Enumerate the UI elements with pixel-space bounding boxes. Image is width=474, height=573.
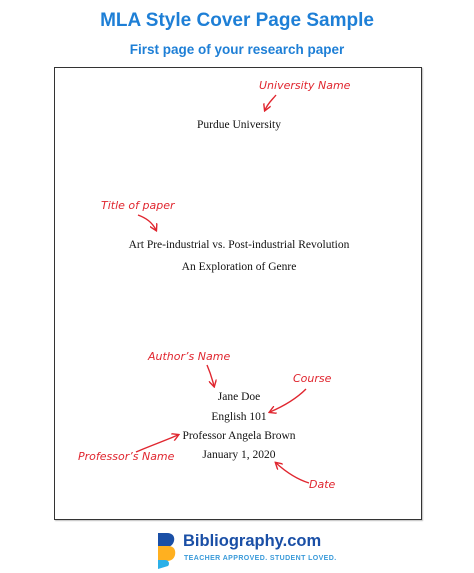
annotation-professors-name: Professor’s Name: [78, 450, 175, 463]
bibliography-logo-icon: [156, 533, 176, 569]
paper-title-line-2: An Exploration of Genre: [181, 261, 297, 273]
arrow-course: [270, 389, 306, 412]
page-subtitle: First page of your research paper: [129, 42, 345, 57]
arrow-date: [276, 463, 309, 483]
date-text: January 1, 2020: [202, 449, 276, 461]
annotation-title-of-paper: Title of paper: [101, 199, 175, 212]
brand-name[interactable]: Bibliography.com: [183, 532, 322, 550]
author-name: Jane Doe: [217, 391, 261, 403]
brand-tagline: TEACHER APPROVED. STUDENT LOVED.: [184, 555, 337, 562]
arrow-title-of-paper: [138, 215, 156, 230]
arrow-university-name: [265, 95, 276, 110]
annotation-authors-name: Author’s Name: [148, 350, 231, 363]
annotation-date: Date: [309, 478, 336, 491]
annotation-course: Course: [293, 372, 332, 385]
course-name: English 101: [211, 411, 267, 423]
arrow-professors-name: [136, 435, 178, 452]
paper-title-line-1: Art Pre-industrial vs. Post-industrial Revolution: [128, 239, 350, 251]
arrow-authors-name: [207, 365, 214, 386]
professor-name: Professor Angela Brown: [182, 430, 296, 442]
page-title: MLA Style Cover Page Sample: [100, 10, 374, 31]
university-name: Purdue University: [196, 119, 281, 131]
annotation-university-name: University Name: [259, 79, 351, 92]
